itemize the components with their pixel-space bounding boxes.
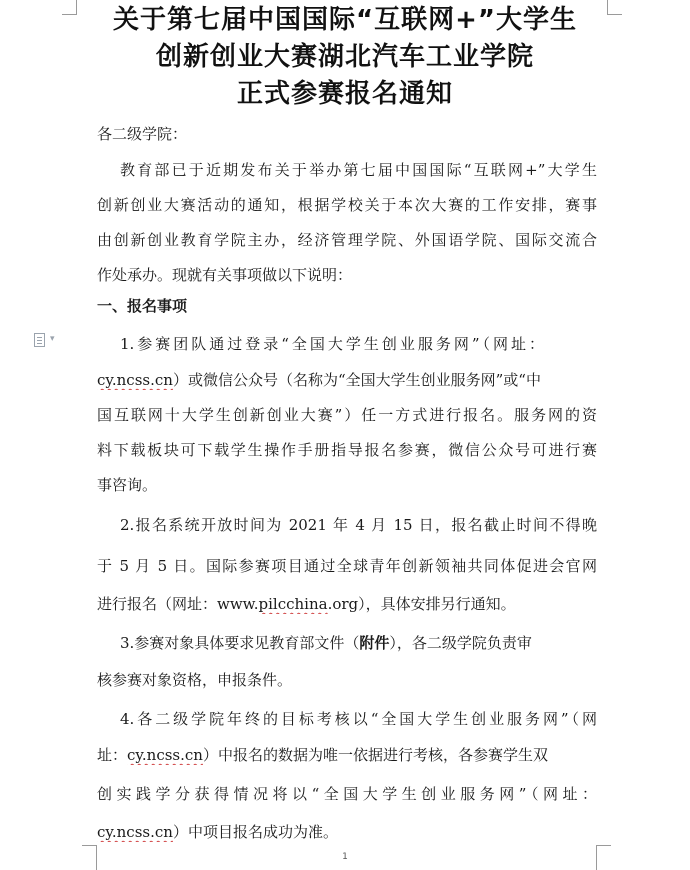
item1-line-3: 国互联网十大学生创新创业大赛”）任一方式进行报名。服务网的资 [97,406,597,424]
item3-line-1-post: ），各二级学院负责审 [389,634,532,652]
item2-line-1: 2.报名系统开放时间为 2021 年 4 月 15 日，报名截止时间不得晚 [120,516,597,534]
item1-line-1: 1.参赛团队通过登录“全国大学生创业服务网”（网址： [120,335,544,353]
pilcchina-link[interactable]: pilcchina [258,595,328,613]
intro-line-3: 由创新创业教育学院主办，经济管理学院、外国语学院、国际交流合 [97,231,597,249]
item2-line-2: 于 5 月 5 日。国际参赛项目通过全球青年创新领袖共同体促进会官网 [97,557,597,575]
item2-line-3 [97,594,597,614]
page-number: 1 [342,852,348,862]
item4-line-4 [97,822,597,842]
item3-line-1-pre: 3.参赛对象具体要求见教育部文件（ [120,634,360,652]
item4-line-4-post: ）中项目报名成功为准。 [172,823,338,841]
title-line-1: 关于第七届中国国际“互联网+”大学生 [113,5,577,35]
item4-line-2-post: ）中报名的数据为唯一依据进行考核，各参赛学生双 [202,746,548,764]
salutation: 各二级学院： [97,125,188,143]
item3-line-1 [120,633,597,653]
website-link[interactable]: cy.ncss.cn [127,746,203,764]
item1-line-2 [97,370,597,390]
item4-line-3: 创实践学分获得情况将以“全国大学生创业服务网”（网址： [97,785,597,803]
item2-line-3-pre: 进行报名（网址：www. [97,595,259,613]
item3-line-2: 核参赛对象资格，申报条件。 [97,671,293,689]
item2-line-3-post: .org），具体安排另行通知。 [327,595,516,613]
title-line-3: 正式参赛报名通知 [236,79,453,109]
document-icon[interactable] [34,333,45,347]
item4-line-1: 4.各二级学院年终的目标考核以“全国大学生创业服务网”（网 [120,710,597,728]
title-line-2: 创新创业大赛湖北汽车工业学院 [155,42,534,72]
intro-line-4: 作处承办。现就有关事项做以下说明： [97,266,353,284]
website-link[interactable]: cy.ncss.cn [97,823,173,841]
item4-line-2-pre: 址： [97,746,128,764]
website-link[interactable]: cy.ncss.cn [97,371,173,389]
chevron-down-icon[interactable]: ▾ [50,334,55,344]
intro-line-2: 创新创业大赛活动的通知，根据学校关于本次大赛的工作安排，赛事 [97,196,597,214]
intro-line-1: 教育部已于近期发布关于举办第七届中国国际“互联网+”大学生 [120,161,597,179]
item4-line-2 [97,745,597,765]
item1-line-4: 料下载板块可下载学生操作手册指导报名参赛，微信公众号可进行赛 [97,441,597,459]
section-heading: 一、报名事项 [97,297,188,315]
item1-line-5: 事咨询。 [97,476,158,494]
attachment-label: 附件 [359,634,390,652]
item1-line-2-text: ）或微信公众号（名称为“全国大学生创业服务网”或“中 [172,371,541,389]
